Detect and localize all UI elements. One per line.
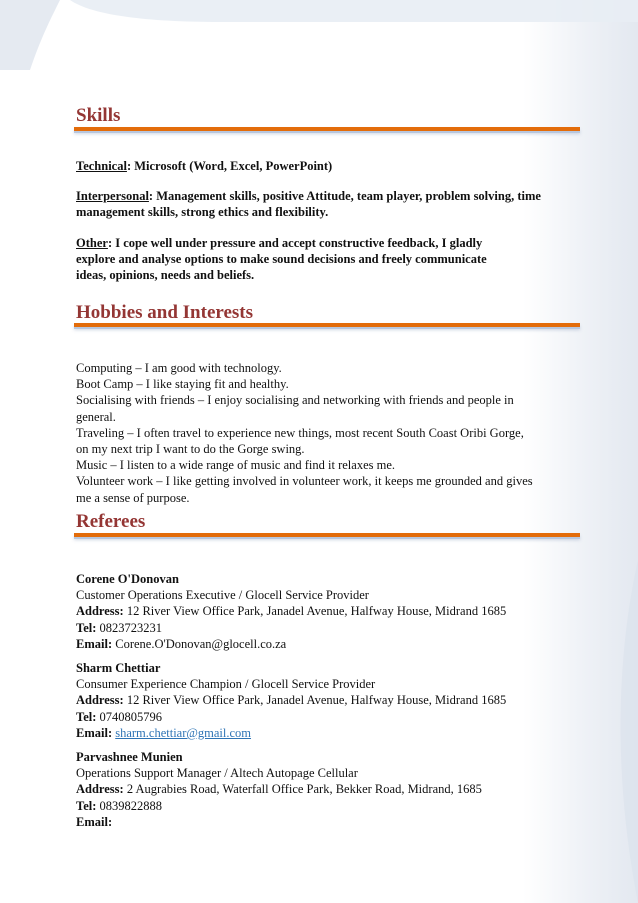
tel-label: Tel: (76, 620, 97, 635)
referee-name: Sharm Chettiar (76, 661, 161, 676)
address-label: Address: (76, 604, 124, 619)
skill-interpersonal-label: Interpersonal (76, 189, 149, 204)
hobbies-heading: Hobbies and Interests (76, 302, 254, 323)
referee-address: 12 River View Office Park, Janadel Avenue, Halfway House, Midrand 1685 (126, 693, 507, 708)
hobby-item: Volunteer work – I like getting involved in volunteer work, it keeps me grounded and gives me a sense of purpose. (76, 474, 533, 505)
skill-technical-text: Microsoft (Word, Excel, PowerPoint) (134, 159, 333, 173)
referee-address: 2 Augrabies Road, Waterfall Office Park, Bekker Road, Midrand, 1685 (126, 782, 482, 797)
referee-address: 12 River View Office Park, Janadel Avenue, Halfway House, Midrand 1685 (126, 604, 507, 619)
hobbies-list (76, 360, 536, 506)
referee-email: Corene.O'Donovan@glocell.co.za (115, 636, 287, 651)
address-label: Address: (76, 693, 124, 708)
hobby-item: Traveling – I often travel to experience new things, most recent South Coast Oribi Gorge, on my next trip I want to do the Gorge swing. (76, 425, 524, 457)
referee-role: Operations Support Manager / Altech Autopage Cellular (76, 766, 358, 781)
email-label: Email: (76, 814, 113, 829)
hobby-item: Socialising with friends – I enjoy socialising and networking with friends and people in general. (76, 393, 514, 424)
hobby-item: Music – I listen to a wide range of music and find it relaxes me. (76, 458, 396, 473)
hobbies-divider (74, 323, 580, 327)
referees-list (76, 571, 566, 838)
skill-technical: Technical: Microsoft (Word, Excel, PowerPoint) (76, 159, 333, 173)
skills-list (76, 158, 576, 283)
tel-label: Tel: (76, 709, 97, 724)
referee-role: Consumer Experience Champion / Glocell Service Provider (76, 677, 376, 692)
referee-entry (76, 749, 566, 830)
referee-role: Customer Operations Executive / Glocell Service Provider (76, 588, 369, 603)
referees-divider (74, 533, 580, 537)
skills-divider (74, 127, 580, 131)
hobby-item: Computing – I am good with technology. (76, 361, 282, 375)
skill-other-text: I cope well under pressure and accept constructive feedback, I gladly explore and analyse options to make sound decisions and freely communicate ideas, opinions, needs and beliefs. (76, 235, 487, 283)
address-label: Address: (76, 782, 124, 797)
referee-name: Corene O'Donovan (76, 572, 179, 586)
skill-other-label: Other (76, 235, 108, 250)
referee-entry (76, 571, 566, 652)
referee-tel: 0823723231 (99, 620, 162, 635)
skill-technical-label: Technical (76, 159, 127, 173)
referee-email-link[interactable]: sharm.chettiar@gmail.com (115, 725, 252, 740)
referees-heading: Referees (76, 511, 146, 532)
referee-tel: 0740805796 (99, 709, 162, 724)
skill-interpersonal: Interpersonal: Management skills, positive Attitude, team player, problem solving, time management skills, strong ethics and flexibility. (76, 189, 541, 220)
referee-entry (76, 660, 566, 741)
referee-name: Parvashnee Munien (76, 750, 183, 765)
skills-heading: Skills (76, 105, 121, 126)
hobby-item: Boot Camp – I like staying fit and healthy. (76, 377, 289, 392)
email-label: Email: (76, 725, 113, 740)
skill-other: Other: I cope well under pressure and accept constructive feedback, I gladly explore and analyse options to make sound decisions and freely communicate ideas, opinions, needs and beliefs. (76, 235, 487, 283)
referee-tel: 0839822888 (99, 798, 162, 813)
tel-label: Tel: (76, 798, 97, 813)
skill-interpersonal-text: Management skills, positive Attitude, team player, problem solving, time management skills, strong ethics and flexibility. (76, 189, 541, 220)
email-label: Email: (76, 636, 113, 651)
